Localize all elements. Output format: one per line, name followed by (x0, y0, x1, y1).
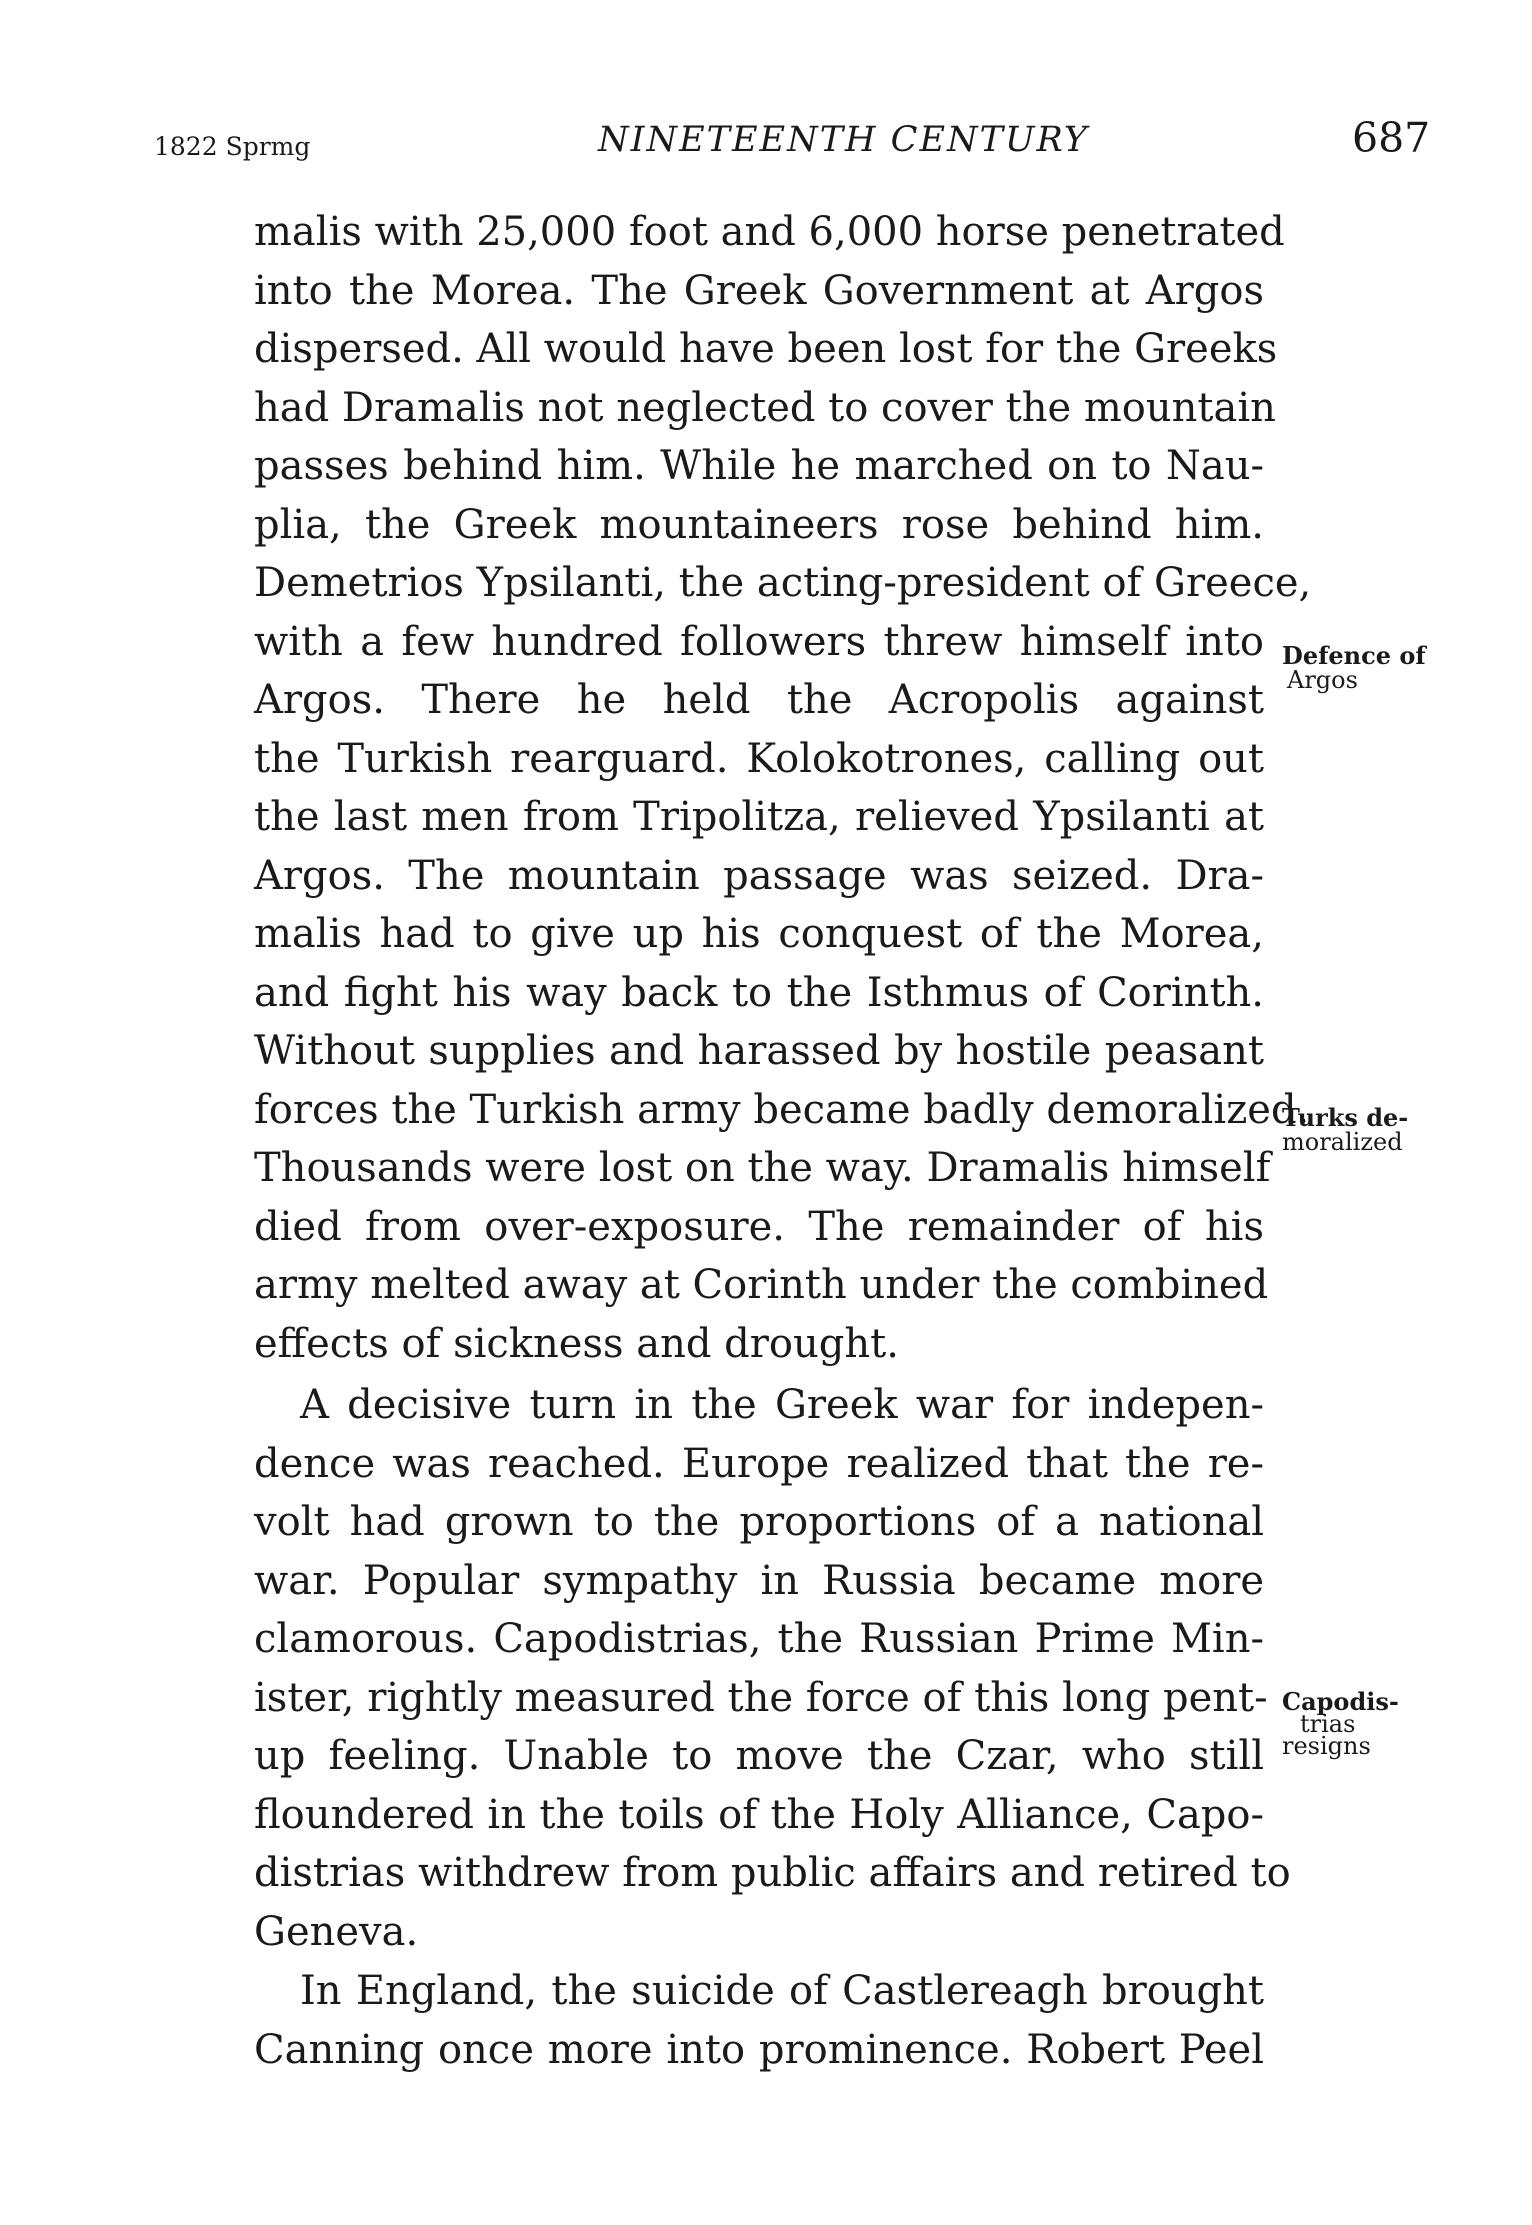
header-title: NINETEENTH CENTURY (598, 120, 1089, 160)
text-line: had Dramalis not neglected to cover the mountain (254, 384, 1276, 431)
text-line: dispersed. All would have been lost for the Greeks (254, 326, 1278, 372)
text-line: the Turkish rearguard. Kolokotrones, calling out (254, 735, 1264, 782)
sidenote-capodistrias-resigns (1282, 1687, 1399, 1760)
text-line: In England, the suicide of Castlereagh brought (300, 1968, 1264, 2014)
text-line: Without supplies and harassed by hostile peasant (254, 1028, 1264, 1074)
text-line: Argos. There he held the Acropolis against (254, 677, 1264, 723)
text-line: distrias withdrew from public affairs and retired to (254, 1850, 1291, 1896)
text-line: into the Morea. The Greek Government at Argos (254, 267, 1264, 314)
sidenote-turks-demoralized (1282, 1103, 1409, 1156)
text-line: Argos. The mountain passage was seized. Dra- (254, 852, 1264, 899)
text-line: and fight his way back to the Isthmus of Corinth. (254, 969, 1264, 1016)
sidenote-defence-of-argos (1282, 641, 1426, 694)
text-line: A decisive turn in the Greek war for indepen- (300, 1382, 1264, 1428)
sidenote-line: trias (1300, 1710, 1356, 1738)
text-line: dence was reached. Europe realized that the re- (254, 1440, 1264, 1487)
text-line: malis had to give up his conquest of the Morea, (254, 911, 1264, 957)
text-line: ister, rightly measured the force of this long pent- (254, 1674, 1268, 1721)
sidenote-line: Capodis- (1282, 1687, 1399, 1716)
sidenote-line: Argos (1287, 666, 1358, 694)
text-line: clamorous. Capodistrias, the Russian Prime Min- (254, 1616, 1264, 1662)
text-line: passes behind him. While he marched on to Nau- (254, 443, 1264, 489)
text-line: died from over-exposure. The remainder of his (254, 1203, 1264, 1250)
sidenote-line: Turks de- (1282, 1103, 1409, 1132)
text-line: plia, the Greek mountaineers rose behind him. (254, 501, 1264, 548)
running-header (0, 114, 1532, 178)
paragraph-2 (254, 1376, 1291, 1961)
text-line: volt had grown to the proportions of a national (254, 1499, 1264, 1545)
paragraph-3 (254, 1962, 1264, 2079)
header-date: 1822 Sprmg (154, 132, 311, 161)
text-line: malis with 25,000 foot and 6,000 horse penetrated (254, 209, 1285, 255)
text-line: up feeling. Unable to move the Czar, who still (254, 1733, 1264, 1779)
text-line: Demetrios Ypsilanti, the acting-president of Greece, (254, 560, 1312, 606)
text-line: with a few hundred followers threw himself into (254, 618, 1264, 665)
text-line: army melted away at Corinth under the combined (254, 1262, 1269, 1308)
text-line: war. Popular sympathy in Russia became more (254, 1557, 1264, 1604)
paragraph-1 (254, 203, 1312, 1373)
text-line: forces the Turkish army became badly demoralized. (254, 1086, 1310, 1133)
text-line: floundered in the toils of the Holy Alliance, Capo- (254, 1791, 1264, 1838)
sidenote-line: moralized (1282, 1128, 1403, 1156)
sidenote-line: Defence of (1282, 641, 1426, 670)
text-line: Geneva. (254, 1908, 419, 1955)
sidenote-line: resigns (1282, 1732, 1371, 1760)
text-line: Thousands were lost on the way. Dramalis himself (254, 1145, 1271, 1191)
page-number: 687 (1352, 114, 1431, 162)
text-line: Canning once more into prominence. Robert Peel (254, 2026, 1264, 2073)
text-line: effects of sickness and drought. (254, 1320, 899, 1367)
text-line: the last men from Tripolitza, relieved Ypsilanti at (254, 794, 1264, 840)
